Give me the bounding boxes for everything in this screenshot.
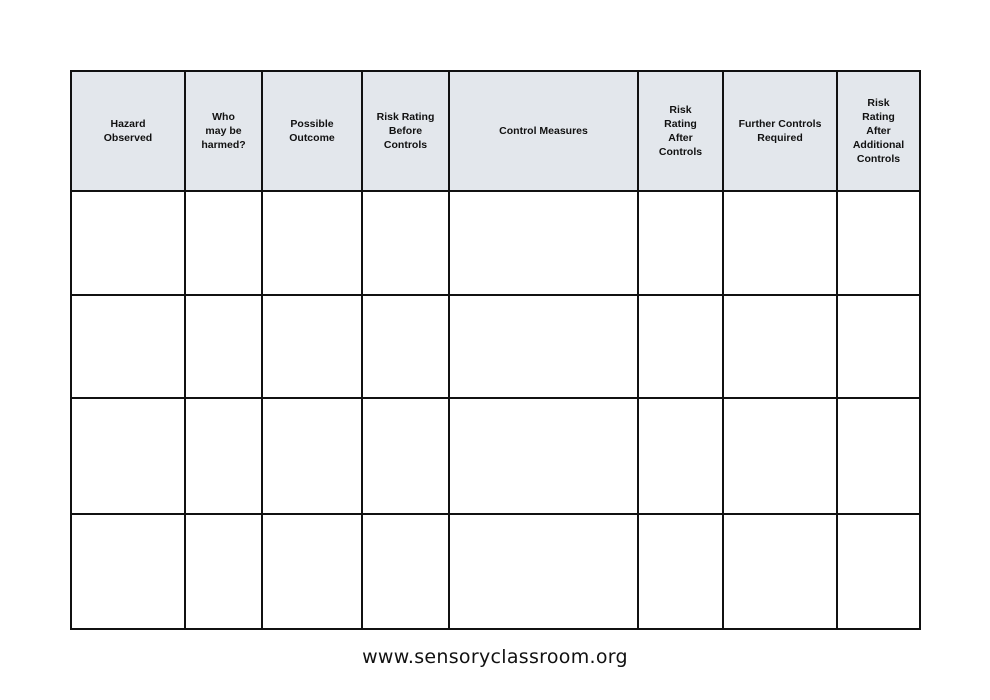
- table-cell[interactable]: [449, 514, 638, 629]
- table-cell[interactable]: [837, 191, 920, 295]
- table-cell[interactable]: [71, 191, 185, 295]
- table-cell[interactable]: [71, 398, 185, 514]
- table-row: [71, 191, 920, 295]
- table-cell[interactable]: [362, 514, 449, 629]
- table-row: [71, 514, 920, 629]
- table-cell[interactable]: [837, 398, 920, 514]
- column-header: Possible Outcome: [262, 71, 362, 191]
- table-cell[interactable]: [449, 295, 638, 398]
- table-cell[interactable]: [837, 514, 920, 629]
- table-cell[interactable]: [638, 295, 723, 398]
- column-header: Risk Rating After Additional Controls: [837, 71, 920, 191]
- table-cell[interactable]: [837, 295, 920, 398]
- column-header: Risk Rating After Controls: [638, 71, 723, 191]
- table-cell[interactable]: [262, 398, 362, 514]
- table-cell[interactable]: [262, 514, 362, 629]
- column-header: Further Controls Required: [723, 71, 837, 191]
- column-header: Hazard Observed: [71, 71, 185, 191]
- table-cell[interactable]: [71, 295, 185, 398]
- table-cell[interactable]: [262, 295, 362, 398]
- table-cell[interactable]: [185, 398, 262, 514]
- column-header: Who may be harmed?: [185, 71, 262, 191]
- column-header: Control Measures: [449, 71, 638, 191]
- table-cell[interactable]: [362, 295, 449, 398]
- table-cell[interactable]: [262, 191, 362, 295]
- table-cell[interactable]: [638, 514, 723, 629]
- table-cell[interactable]: [71, 514, 185, 629]
- table-cell[interactable]: [185, 514, 262, 629]
- table-cell[interactable]: [185, 191, 262, 295]
- table-cell[interactable]: [449, 191, 638, 295]
- footer-url: www.sensoryclassroom.org: [362, 646, 628, 668]
- header-row: [71, 71, 920, 191]
- table-cell[interactable]: [362, 191, 449, 295]
- table-cell[interactable]: [362, 398, 449, 514]
- table-cell[interactable]: [638, 191, 723, 295]
- table-cell[interactable]: [723, 398, 837, 514]
- table-row: [71, 295, 920, 398]
- table-cell[interactable]: [185, 295, 262, 398]
- table-cell[interactable]: [723, 191, 837, 295]
- table-cell[interactable]: [449, 398, 638, 514]
- table-cell[interactable]: [723, 295, 837, 398]
- table-row: [71, 398, 920, 514]
- table-cell[interactable]: [638, 398, 723, 514]
- column-header: Risk Rating Before Controls: [362, 71, 449, 191]
- table-cell[interactable]: [723, 514, 837, 629]
- risk-assessment-table: [70, 70, 921, 630]
